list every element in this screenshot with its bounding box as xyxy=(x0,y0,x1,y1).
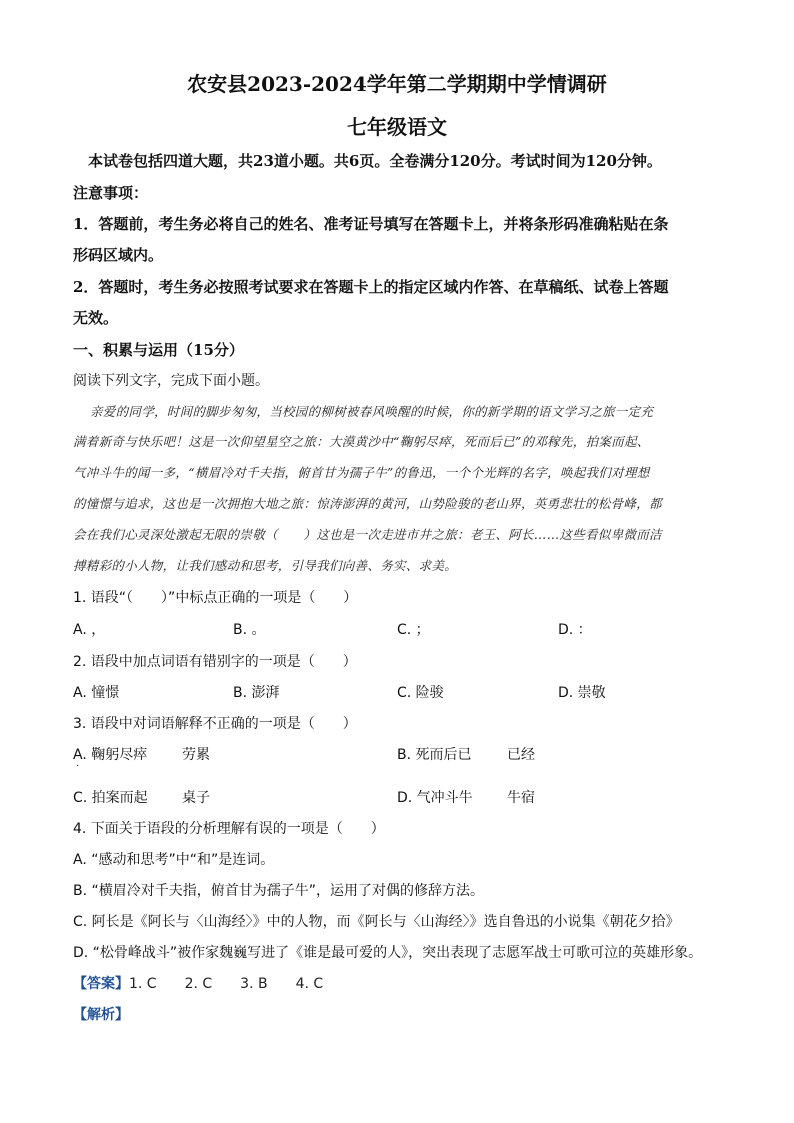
passage-line-3: 气冲斗牛的闻一多，“横眉冷对千夫指，俯首甘为孺子牛”的鲁迅，一个个光辉的名字，唤起我们对理想 xyxy=(73,465,650,480)
reading-instruction: 阅读下列文字，完成下面小题。 xyxy=(73,373,269,389)
q2-option-a: A. 憧憬 xyxy=(73,685,120,701)
q3-option-a-gloss: 劳累 xyxy=(182,747,210,763)
q3-option-d: D. 气冲斗牛 xyxy=(397,790,473,806)
passage-line-2: 满着新奇与快乐吧！这是一次仰望星空之旅：大漠黄沙中“鞠躬尽瘁，死而后已”的邓稼先，拍案而起、 xyxy=(73,434,650,449)
q2-option-b: B. 澎湃 xyxy=(233,685,280,701)
notes-heading: 注意事项： xyxy=(73,184,149,202)
passage-line-6: 搏精彩的小人物，让我们感动和思考，引导我们向善、务实、求美。 xyxy=(73,558,458,573)
q4-option-a: A. “感动和思考”中“和”是连词。 xyxy=(73,852,275,868)
answer-tag: 【答案】 xyxy=(73,976,129,992)
q3-option-b-gloss: 已经 xyxy=(507,747,535,763)
note-2-line-2: 无效。 xyxy=(73,309,119,327)
analysis-row xyxy=(73,1004,129,1024)
passage-line-4: 的憧憬与追求，这也是一次拥抱大地之旅：惊涛澎湃的黄河，山势险骏的老山界，英勇悲壮的松骨峰，都 xyxy=(73,496,662,511)
note-1-line-2: 形码区域内。 xyxy=(73,246,164,264)
q4-option-b: B. “横眉冷对千夫指，俯首甘为孺子牛”，运用了对偶的修辞方法。 xyxy=(73,883,485,899)
q3-option-d-gloss: 牛宿 xyxy=(507,790,535,806)
exam-title: 农安县2023-2024学年第二学期期中学情调研 xyxy=(187,72,607,96)
q4-option-d: D. “松骨峰战斗”被作家魏巍写进了《谁是最可爱的人》，突出表现了志愿军战士可歌可泣的英雄形象。 xyxy=(73,945,703,961)
q1-option-c: C. ； xyxy=(397,622,430,638)
q3-option-a: A. 鞠躬尽瘁 xyxy=(73,747,148,763)
q1-option-b: B. 。 xyxy=(233,622,266,638)
q1-option-a: A. ， xyxy=(73,622,106,638)
note-1-line-1: 1．答题前，考生务必将自己的姓名、准考证号填写在答题卡上，并将条形码准确粘贴在条 xyxy=(73,215,669,233)
answer-text: 1. C 2. C 3. B 4. C xyxy=(129,976,324,992)
q1-stem: 1. 语段“（ ）”中标点正确的一项是（ ） xyxy=(73,590,358,606)
q3-stem: 3. 语段中对词语解释不正确的一项是（ ） xyxy=(73,716,357,732)
q4-stem: 4. 下面关于语段的分析理解有误的一项是（ ） xyxy=(73,821,385,837)
q4-option-c: C. 阿长是《阿长与〈山海经〉》中的人物，而《阿长与〈山海经〉》选自鲁迅的小说集《朝花夕拾》 xyxy=(73,914,680,930)
analysis-tag: 【解析】 xyxy=(73,1007,129,1023)
q3-option-c: C. 拍案而起 xyxy=(73,790,148,806)
q3-option-b: B. 死而后已 xyxy=(397,747,472,763)
intro-text: 本试卷包括四道大题，共23道小题。共6页。全卷满分120分。考试时间为120分钟。 xyxy=(88,152,662,170)
q3-option-c-gloss: 桌子 xyxy=(182,790,210,806)
q2-option-c: C. 险骏 xyxy=(397,685,444,701)
passage-line-5: 会在我们心灵深处激起无限的崇敬（ ）这也是一次走进市井之旅：老王、阿长……这些看似卑微而洁 xyxy=(73,527,662,542)
section-heading: 一、积累与运用（15分） xyxy=(73,341,244,359)
q1-option-d: D. ： xyxy=(558,622,592,638)
note-2-line-1: 2．答题时，考生务必按照考试要求在答题卡上的指定区域内作答、在草稿纸、试卷上答题 xyxy=(73,278,669,296)
exam-subtitle: 七年级语文 xyxy=(347,115,447,139)
emphasis-dot: · xyxy=(76,761,80,772)
q2-stem: 2. 语段中加点词语有错别字的一项是（ ） xyxy=(73,654,357,670)
q2-option-d: D. 崇敬 xyxy=(558,685,606,701)
passage-line-1: 亲爱的同学，时间的脚步匆匆，当校园的柳树被春风唤醒的时候，你的新学期的语文学习之旅一定充 xyxy=(90,404,654,419)
answer-row xyxy=(73,973,323,993)
